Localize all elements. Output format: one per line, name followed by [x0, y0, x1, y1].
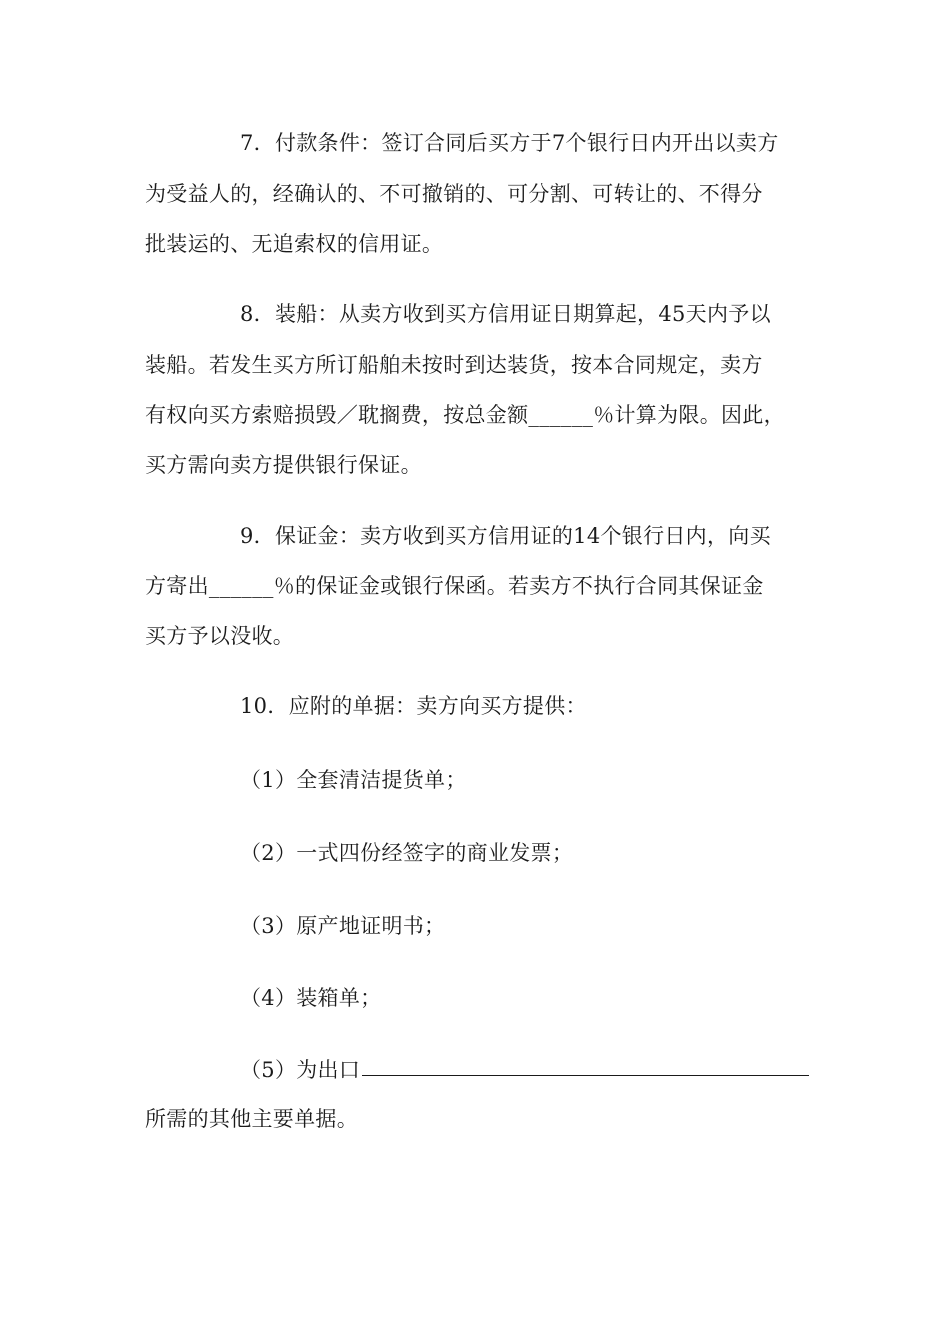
clause-7-line-3: 批装运的、无追索权的信用证。	[145, 232, 444, 256]
document-item-1: （1）全套清洁提货单；	[240, 768, 467, 792]
clause-10-heading: 10．应附的单据：卖方向买方提供：	[240, 694, 587, 718]
clause-7-line-2: 为受益人的，经确认的、不可撤销的、可分割、可转让的、不得分	[145, 182, 763, 206]
fill-in-blank-line	[362, 1075, 809, 1076]
clause-7-line-1: 7．付款条件：签订合同后买方于7个银行日内开出以卖方	[240, 131, 779, 155]
clause-8-line-3: 有权向买方索赔损毁／耽搁费，按总金额______％计算为限。因此，	[145, 403, 785, 427]
clause-8-line-4: 买方需向卖方提供银行保证。	[145, 453, 422, 477]
clause-9-line-3: 买方予以没收。	[145, 624, 295, 648]
clause-8-line-2: 装船。若发生买方所订船舶未按时到达装货，按本合同规定，卖方	[145, 353, 763, 377]
clause-9-line-1: 9．保证金：卖方收到买方信用证的14个银行日内，向买	[240, 524, 771, 548]
document-item-5-continuation: 所需的其他主要单据。	[145, 1107, 358, 1131]
document-item-5: （5）为出口	[240, 1058, 361, 1082]
document-item-4: （4）装箱单；	[240, 986, 382, 1010]
clause-8-line-1: 8．装船：从卖方收到买方信用证日期算起，45天内予以	[240, 302, 771, 326]
document-item-2: （2）一式四份经签字的商业发票；	[240, 841, 574, 865]
clause-9-line-2: 方寄出______％的保证金或银行保函。若卖方不执行合同其保证金	[145, 574, 764, 598]
document-item-3: （3）原产地证明书；	[240, 914, 446, 938]
